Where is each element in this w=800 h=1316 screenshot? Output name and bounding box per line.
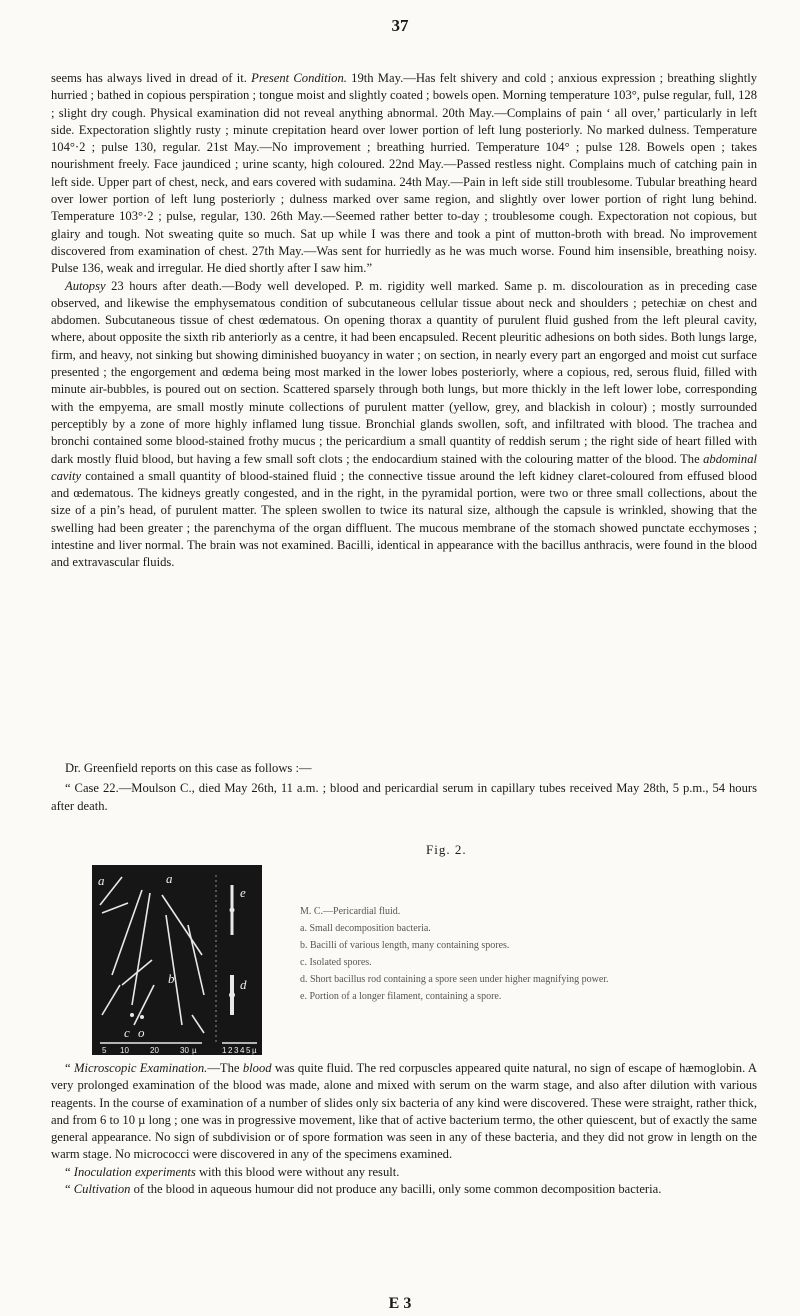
page-number: 37 [391, 16, 409, 35]
figure-drawing [92, 865, 262, 1055]
figure-label: c [124, 1025, 130, 1040]
paragraph-case-22: “ Case 22.—Moulson C., died May 26th, 11 a.m. ; blood and pericardial serum in capillary tubes received May 28th, 5 p.m., 54 hours after death. [51, 781, 757, 813]
spore-dot [140, 1015, 144, 1019]
scale-tick-label: 5 [246, 1046, 251, 1055]
scale-tick-label: 4 [240, 1046, 245, 1055]
heading-present-condition: Present Condition. [251, 71, 347, 85]
spore-dot [229, 992, 235, 998]
figure-label: o [138, 1025, 145, 1040]
scale-tick-label: 1 [222, 1046, 227, 1055]
paragraph-present-condition [51, 70, 757, 278]
report-intro-block [51, 760, 757, 815]
heading-cultivation: Cultivation [73, 1182, 131, 1197]
signature-mark: E 3 [388, 1295, 412, 1312]
text-run: contained a small quantity of blood-stained fluid ; the connective tissue around the left kidney claret-coloured from effused blood and œdematous. The kidneys greatly congested, and in the right, in the pyramidal portion, were two or three small collections, about the size of a pin’s head, of purulent matter. The spleen swollen to twice its natural size, although the capsule is wrinkled, showing that the swelling had been greater ; the parenchyma of the organ diffluent. The mucous membrane of the stomach showed punctate ecchymoses ; intestine and liver normal. The brain was not examined. Bacilli, identical in appearance with the bacillus anthracis, were found in the blood and extravascular fluids. [51, 468, 757, 570]
spore-dot [230, 908, 235, 913]
figure-label: d [240, 977, 247, 992]
paragraph-microscopic [51, 1060, 757, 1164]
scale-tick-label: 30 [180, 1046, 189, 1055]
legend-item: d. Short bacillus rod containing a spore seen under higher magnifying power. [300, 974, 609, 985]
paragraph-autopsy [51, 278, 757, 572]
figure-label: a [166, 871, 173, 886]
legend-item: M. C.—Pericardial fluid. [300, 906, 401, 917]
bacillus-line [192, 1015, 204, 1033]
legend-item: a. Small decomposition bacteria. [300, 923, 431, 934]
figure-label: a [98, 873, 105, 888]
scale-tick-label: 2 [228, 1046, 233, 1055]
spore-dot [130, 1013, 134, 1017]
text-run: —The [207, 1061, 243, 1075]
text-run: was quite fluid. The red corpuscles appeared quite natural, no sign of escape of hæmoglobin. A very prolonged examination of the blood was made, alone and mixed with serum on the warm stage, and also after dilution with various reagents. In the course of examination of a number of slides only six bacteria of any kind were discovered. These were straight, rather thick, and from 6 to 10 µ long ; one was in progressive movement, like that of active bacterium termo, the other quiescent, but of exactly the same general appearance. No sign of subdivision or of spore formation was seen in any of these bacteria, and they did not grow in length on the warm stage. No micrococci were discovered in any of the specimens examined. [51, 1061, 757, 1162]
figure-caption: Fig. 2. [426, 842, 467, 857]
term-blood: blood [242, 1061, 272, 1075]
legend-item: b. Bacilli of various length, many containing spores. [300, 940, 510, 951]
scale-unit-label: µ [252, 1046, 257, 1055]
figure-label: b [168, 971, 175, 986]
bacillus-line [134, 985, 154, 1025]
bacillus-line [188, 925, 204, 995]
bacillus-line [102, 903, 128, 913]
text-run: of the blood in aqueous humour did not produce any bacilli, only some common decomposition bacteria. [130, 1182, 662, 1197]
scale-unit-label: µ [192, 1046, 197, 1055]
figure-label: e [240, 885, 246, 900]
heading-inoculation: Inoculation experiments [73, 1164, 196, 1179]
paragraph-inoculation [51, 1164, 757, 1181]
legend-item: e. Portion of a longer filament, containing a spore. [300, 991, 502, 1002]
text-run: with this blood were without any result. [195, 1164, 400, 1179]
scale-tick-label: 5 [102, 1046, 107, 1055]
heading-autopsy: Autopsy [65, 278, 106, 293]
bacillus-line [102, 985, 120, 1015]
text-run: “ [65, 1182, 74, 1197]
heading-microscopic-examination: Microscopic Examination. [73, 1061, 208, 1075]
scale-tick-label: 10 [120, 1046, 129, 1055]
paragraph-cultivation [51, 1181, 757, 1198]
examination-text-block [51, 1060, 757, 1198]
paragraph-greenfield: Dr. Greenfield reports on this case as follows :— [65, 761, 312, 775]
text-run: “ [65, 1164, 74, 1179]
bacillus-line [166, 915, 182, 1025]
microscope-figure [92, 865, 262, 1055]
main-text-block [51, 70, 757, 572]
scale-tick-label: 3 [234, 1046, 239, 1055]
text-run: “ [65, 1061, 74, 1075]
text-run: seems has always lived in dread of it. [51, 71, 252, 85]
scale-tick-label: 20 [150, 1046, 159, 1055]
legend-item: c. Isolated spores. [300, 957, 372, 968]
text-run: 19th May.—Has felt shivery and cold ; anxious expression ; breathing slightly hurried ; bathed in copious perspiration ; tongue moist and slightly coated ; bowels open. Morning temperature 103°, pulse regular, full, 128 ; slight dry cough. Physical examination did not reveal anything abnormal. 20th May.—Complains of pain ‘ all over,’ particularly in left side. Expectoration slightly rusty ; minute crepitation heard over lower portion of left lung posteriorly. No marked dulness. Temperature 104°·2 ; pulse 130, regular. 21st May.—No improvement ; breathing hurried. Temperature 104° ; pulse 128. Bowels open ; takes nourishment freely. Face jaundiced ; urine scanty, high coloured. 22nd May.—Passed restless night. Complains much of catching pain in left side. Upper part of chest, neck, and ears covered with sudamina. 24th May.—Pain in left side still troublesome. Tubular breathing heard over lower portion of left lung posteriorly ; dulness marked over same region, and slightly over lower portion of right lung behind. Temperature 103°·2 ; pulse, regular, 130. 26th May.—Seemed rather better to-day ; troublesome cough. Expectoration not copious, but glairy and tough. Not sweating quite so much. Sat up while I was there and took a pint of mutton-broth with bread. No improvement discovered from examination of chest. 27th May.—Was sent for hurriedly as he was much worse. Found him insensible, breathing noisy. Pulse 136, weak and irregular. He died shortly after I saw him.” [51, 71, 758, 276]
bacillus-line [122, 960, 152, 985]
figure-legend [300, 903, 760, 1005]
text-run: 23 hours after death.—Body well developed. P. m. rigidity well marked. Same p. m. discolouration as in preceding case observed, and likewise the emphysematous condition of subcutaneous cellular tissue about neck and shoulders ; petechiæ on chest and abdomen. Subcutaneous tissue of chest œdematous. On opening thorax a quantity of purulent fluid gushed from the left pleural cavity, where, about opposite the sixth rib anteriorly as a centre, it had been encapsuled. Recent pleuritic adhesions on both sides. Both lungs large, firm, and heavy, not sinking but showing diminished buoyancy in water ; on section, in nearly every part an engorged and moist cut surface presented ; the engorgement and œdema being most marked in the lower lobes posteriorly, where a copious, red, serous fluid, filled with minute air-bubbles, is poured out on section. Scattered sparsely through both lungs, but more thickly in the left lower lobe, corresponding with the empyema, are small mostly minute collections of purulent matter (yellow, grey, and blackish in colour) ; mostly surrounded perceptibly by a zone of more highly inflamed lung tissue. Bronchial glands swollen, soft, and infiltrated with blood. The trachea and bronchi contained some blood-stained frothy mucus ; the pericardium a small quantity of reddish serum ; the right side of heart filled with dark mostly fluid blood, but having a few small soft clots ; the endocardium stained with the colouring matter of the blood. The [51, 278, 757, 466]
term-abdominal-cavity: abdominal cavity [51, 451, 757, 483]
